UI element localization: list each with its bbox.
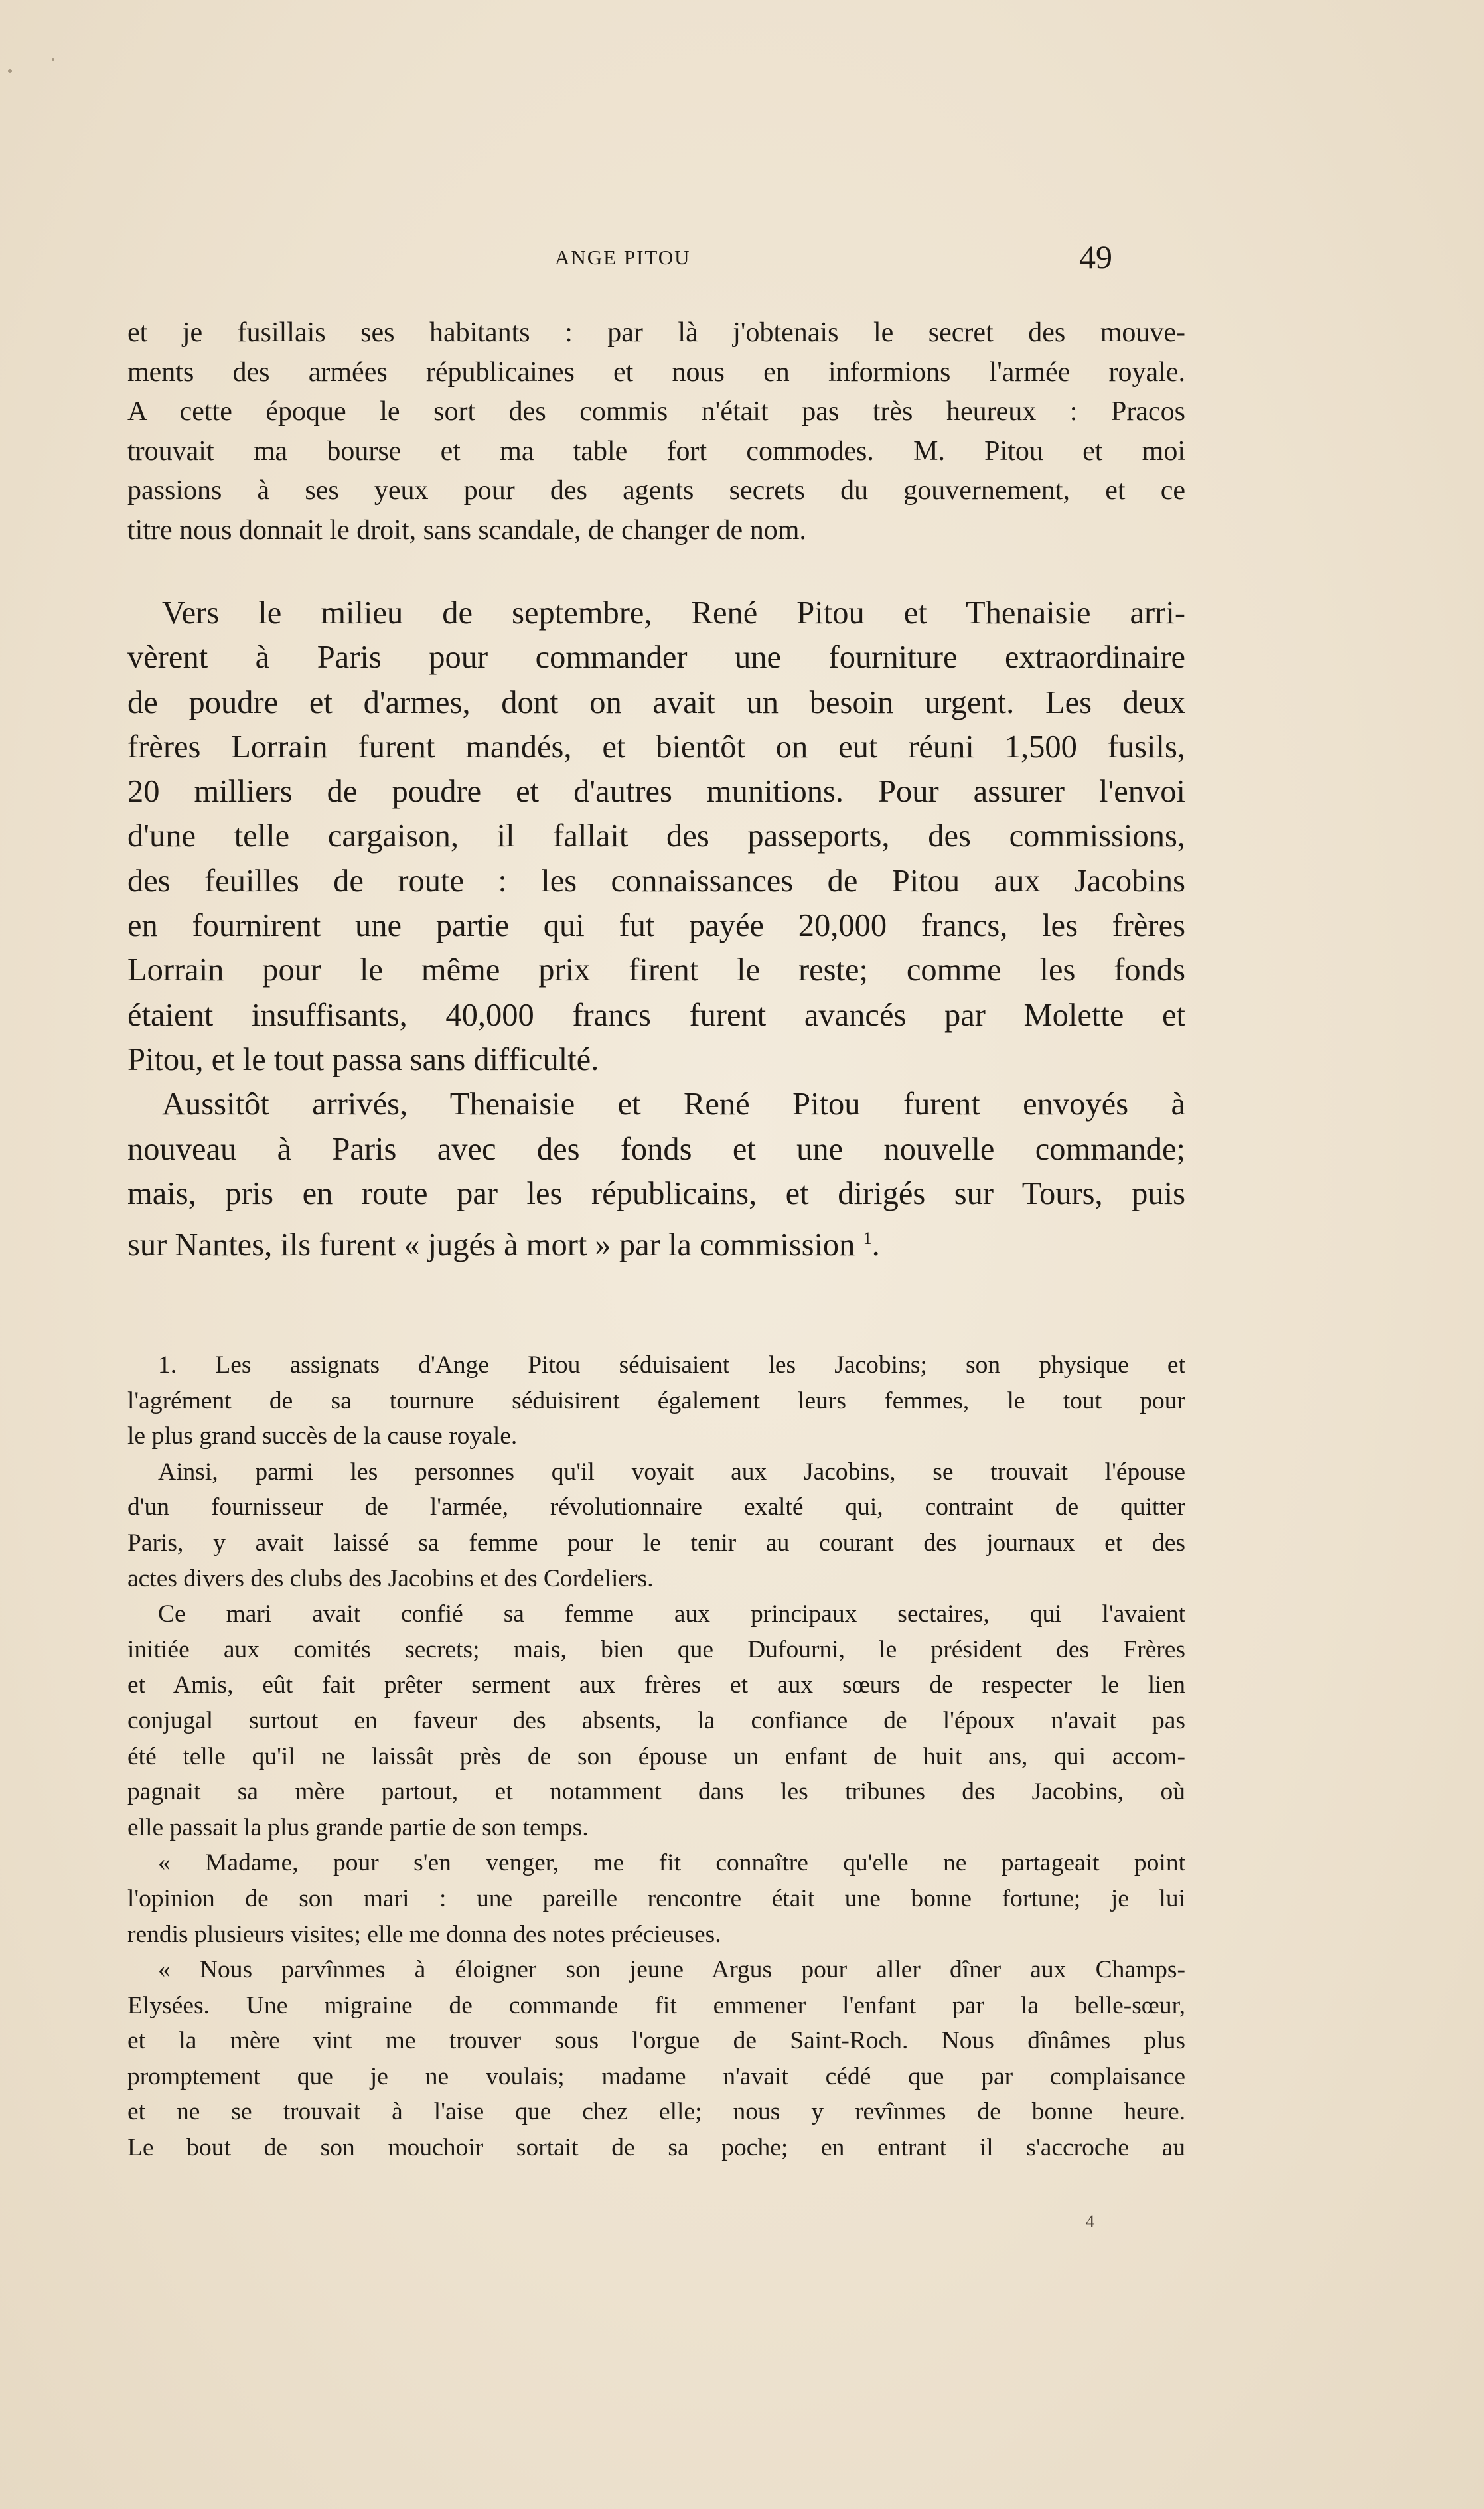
- text-line: elle passait la plus grande partie de son temps.: [127, 1813, 589, 1841]
- page-number: 49: [1079, 238, 1112, 275]
- text-line-content: sur Nantes, ils furent « jugés à mort » par la commission: [127, 1227, 855, 1263]
- text-line: Ce mari avait confié sa femme aux principaux sectaires, qui l'avaient: [158, 1600, 1185, 1628]
- text-line: ments des armées républicaines et nous en informions l'armée royale.: [127, 356, 1185, 388]
- text-line: « Madame, pour s'en venger, me fit connaître qu'elle ne partageait point: [158, 1849, 1185, 1877]
- text-line: l'opinion de son mari : une pareille rencontre était une bonne fortune; je lui: [127, 1884, 1185, 1912]
- continuation-paragraph: [127, 313, 1185, 550]
- paragraph: [127, 591, 1185, 1082]
- text-line: en fournirent une partie qui fut payée 20,000 francs, les frères: [127, 908, 1185, 944]
- text-line: Aussitôt arrivés, Thenaisie et René Pitou furent envoyés à: [162, 1087, 1185, 1122]
- footnote-paragraph: [127, 1845, 1185, 1952]
- text-line: passions à ses yeux pour des agents secrets du gouvernement, et ce: [127, 475, 1185, 506]
- footnote-paragraph: [127, 1347, 1185, 1454]
- text-line: actes divers des clubs des Jacobins et des Cordeliers.: [127, 1564, 654, 1592]
- paragraph: [127, 1082, 1185, 1267]
- text-line: promptement que je ne voulais; madame n'avait cédé que par complaisance: [127, 2062, 1185, 2090]
- text-line: pagnait sa mère partout, et notamment dans les tribunes des Jacobins, où: [127, 1778, 1185, 1806]
- text-line: 20 milliers de poudre et d'autres munitions. Pour assurer l'envoi: [127, 774, 1185, 810]
- text-line: étaient insuffisants, 40,000 francs furent avancés par Molette et: [127, 997, 1185, 1033]
- text-line: « Nous parvînmes à éloigner son jeune Argus pour aller dîner aux Champs-: [158, 1956, 1185, 1984]
- text-line: titre nous donnait le droit, sans scandale, de changer de nom.: [127, 514, 806, 546]
- text-line: le plus grand succès de la cause royale.: [127, 1422, 518, 1450]
- text-line: et la mère vint me trouver sous l'orgue de Saint-Roch. Nous dînâmes plus: [127, 2027, 1185, 2055]
- signature-mark: 4: [1086, 2212, 1094, 2231]
- text-line: l'agrément de sa tournure séduisirent également leurs femmes, le tout pour: [127, 1387, 1185, 1414]
- text-line: rendis plusieurs visites; elle me donna des notes précieuses.: [127, 1920, 721, 1948]
- main-text: [127, 591, 1185, 1268]
- text-line: été telle qu'il ne laissât près de son épouse un enfant de huit ans, qui accom-: [127, 1742, 1185, 1770]
- text-line: Ainsi, parmi les personnes qu'il voyait aux Jacobins, se trouvait l'épouse: [158, 1458, 1185, 1485]
- paper-speck: [8, 69, 12, 73]
- text-line: nouveau à Paris avec des fonds et une nouvelle commande;: [127, 1131, 1185, 1167]
- footnotes: [127, 1347, 1185, 2166]
- text-line: Le bout de son mouchoir sortait de sa poche; en entrant il s'accroche au: [127, 2134, 1185, 2162]
- text-line: frères Lorrain furent mandés, et bientôt on eut réuni 1,500 fusils,: [127, 729, 1185, 765]
- text-line: et Amis, eût fait prêter serment aux frères et aux sœurs de respecter le lien: [127, 1671, 1185, 1699]
- page-header: [0, 239, 1484, 279]
- running-title: ANGE PITOU: [555, 246, 691, 269]
- text-line: vèrent à Paris pour commander une fourniture extraordinaire: [127, 640, 1185, 676]
- footnote-paragraph: [127, 1596, 1185, 1845]
- text-line: sur Nantes, ils furent « jugés à mort » par la commission $^1$.: [127, 1227, 880, 1263]
- footnote-paragraph: [127, 1952, 1185, 2166]
- text-line: A cette époque le sort des commis n'était pas très heureux : Pracos: [127, 396, 1185, 427]
- text-line: et je fusillais ses habitants : par là j'obtenais le secret des mouve-: [127, 317, 1185, 348]
- text-line: Pitou, et le tout passa sans difficulté.: [127, 1041, 599, 1077]
- text-line: d'une telle cargaison, il fallait des passeports, des commissions,: [127, 818, 1185, 854]
- text-line: Elysées. Une migraine de commande fit emmener l'enfant par la belle-sœur,: [127, 1991, 1185, 2019]
- text-line: conjugal surtout en faveur des absents, la confiance de l'époux n'avait pas: [127, 1707, 1185, 1734]
- text-line: de poudre et d'armes, dont on avait un besoin urgent. Les deux: [127, 684, 1185, 720]
- text-line: trouvait ma bourse et ma table fort commodes. M. Pitou et moi: [127, 435, 1185, 467]
- text-line: initiée aux comités secrets; mais, bien que Dufourni, le président des Frères: [127, 1635, 1185, 1663]
- footnote-reference[interactable]: 1: [863, 1229, 872, 1249]
- footnote-paragraph: [127, 1454, 1185, 1596]
- text-line: Lorrain pour le même prix firent le reste; comme les fonds: [127, 952, 1185, 988]
- text-line: mais, pris en route par les républicains, et dirigés sur Tours, puis: [127, 1176, 1185, 1211]
- paper-speck: [52, 58, 54, 61]
- text-line: d'un fournisseur de l'armée, révolutionnaire exalté qui, contraint de quitter: [127, 1493, 1185, 1521]
- text-line: Vers le milieu de septembre, René Pitou et Thenaisie arri-: [162, 595, 1185, 631]
- text-line: Paris, y avait laissé sa femme pour le tenir au courant des journaux et des: [127, 1529, 1185, 1557]
- text-line: des feuilles de route : les connaissances de Pitou aux Jacobins: [127, 863, 1185, 899]
- text-line: et ne se trouvait à l'aise que chez elle; nous y revînmes de bonne heure.: [127, 2098, 1185, 2126]
- text-line: 1. Les assignats d'Ange Pitou séduisaient les Jacobins; son physique et: [158, 1351, 1185, 1379]
- paragraph: [127, 313, 1185, 550]
